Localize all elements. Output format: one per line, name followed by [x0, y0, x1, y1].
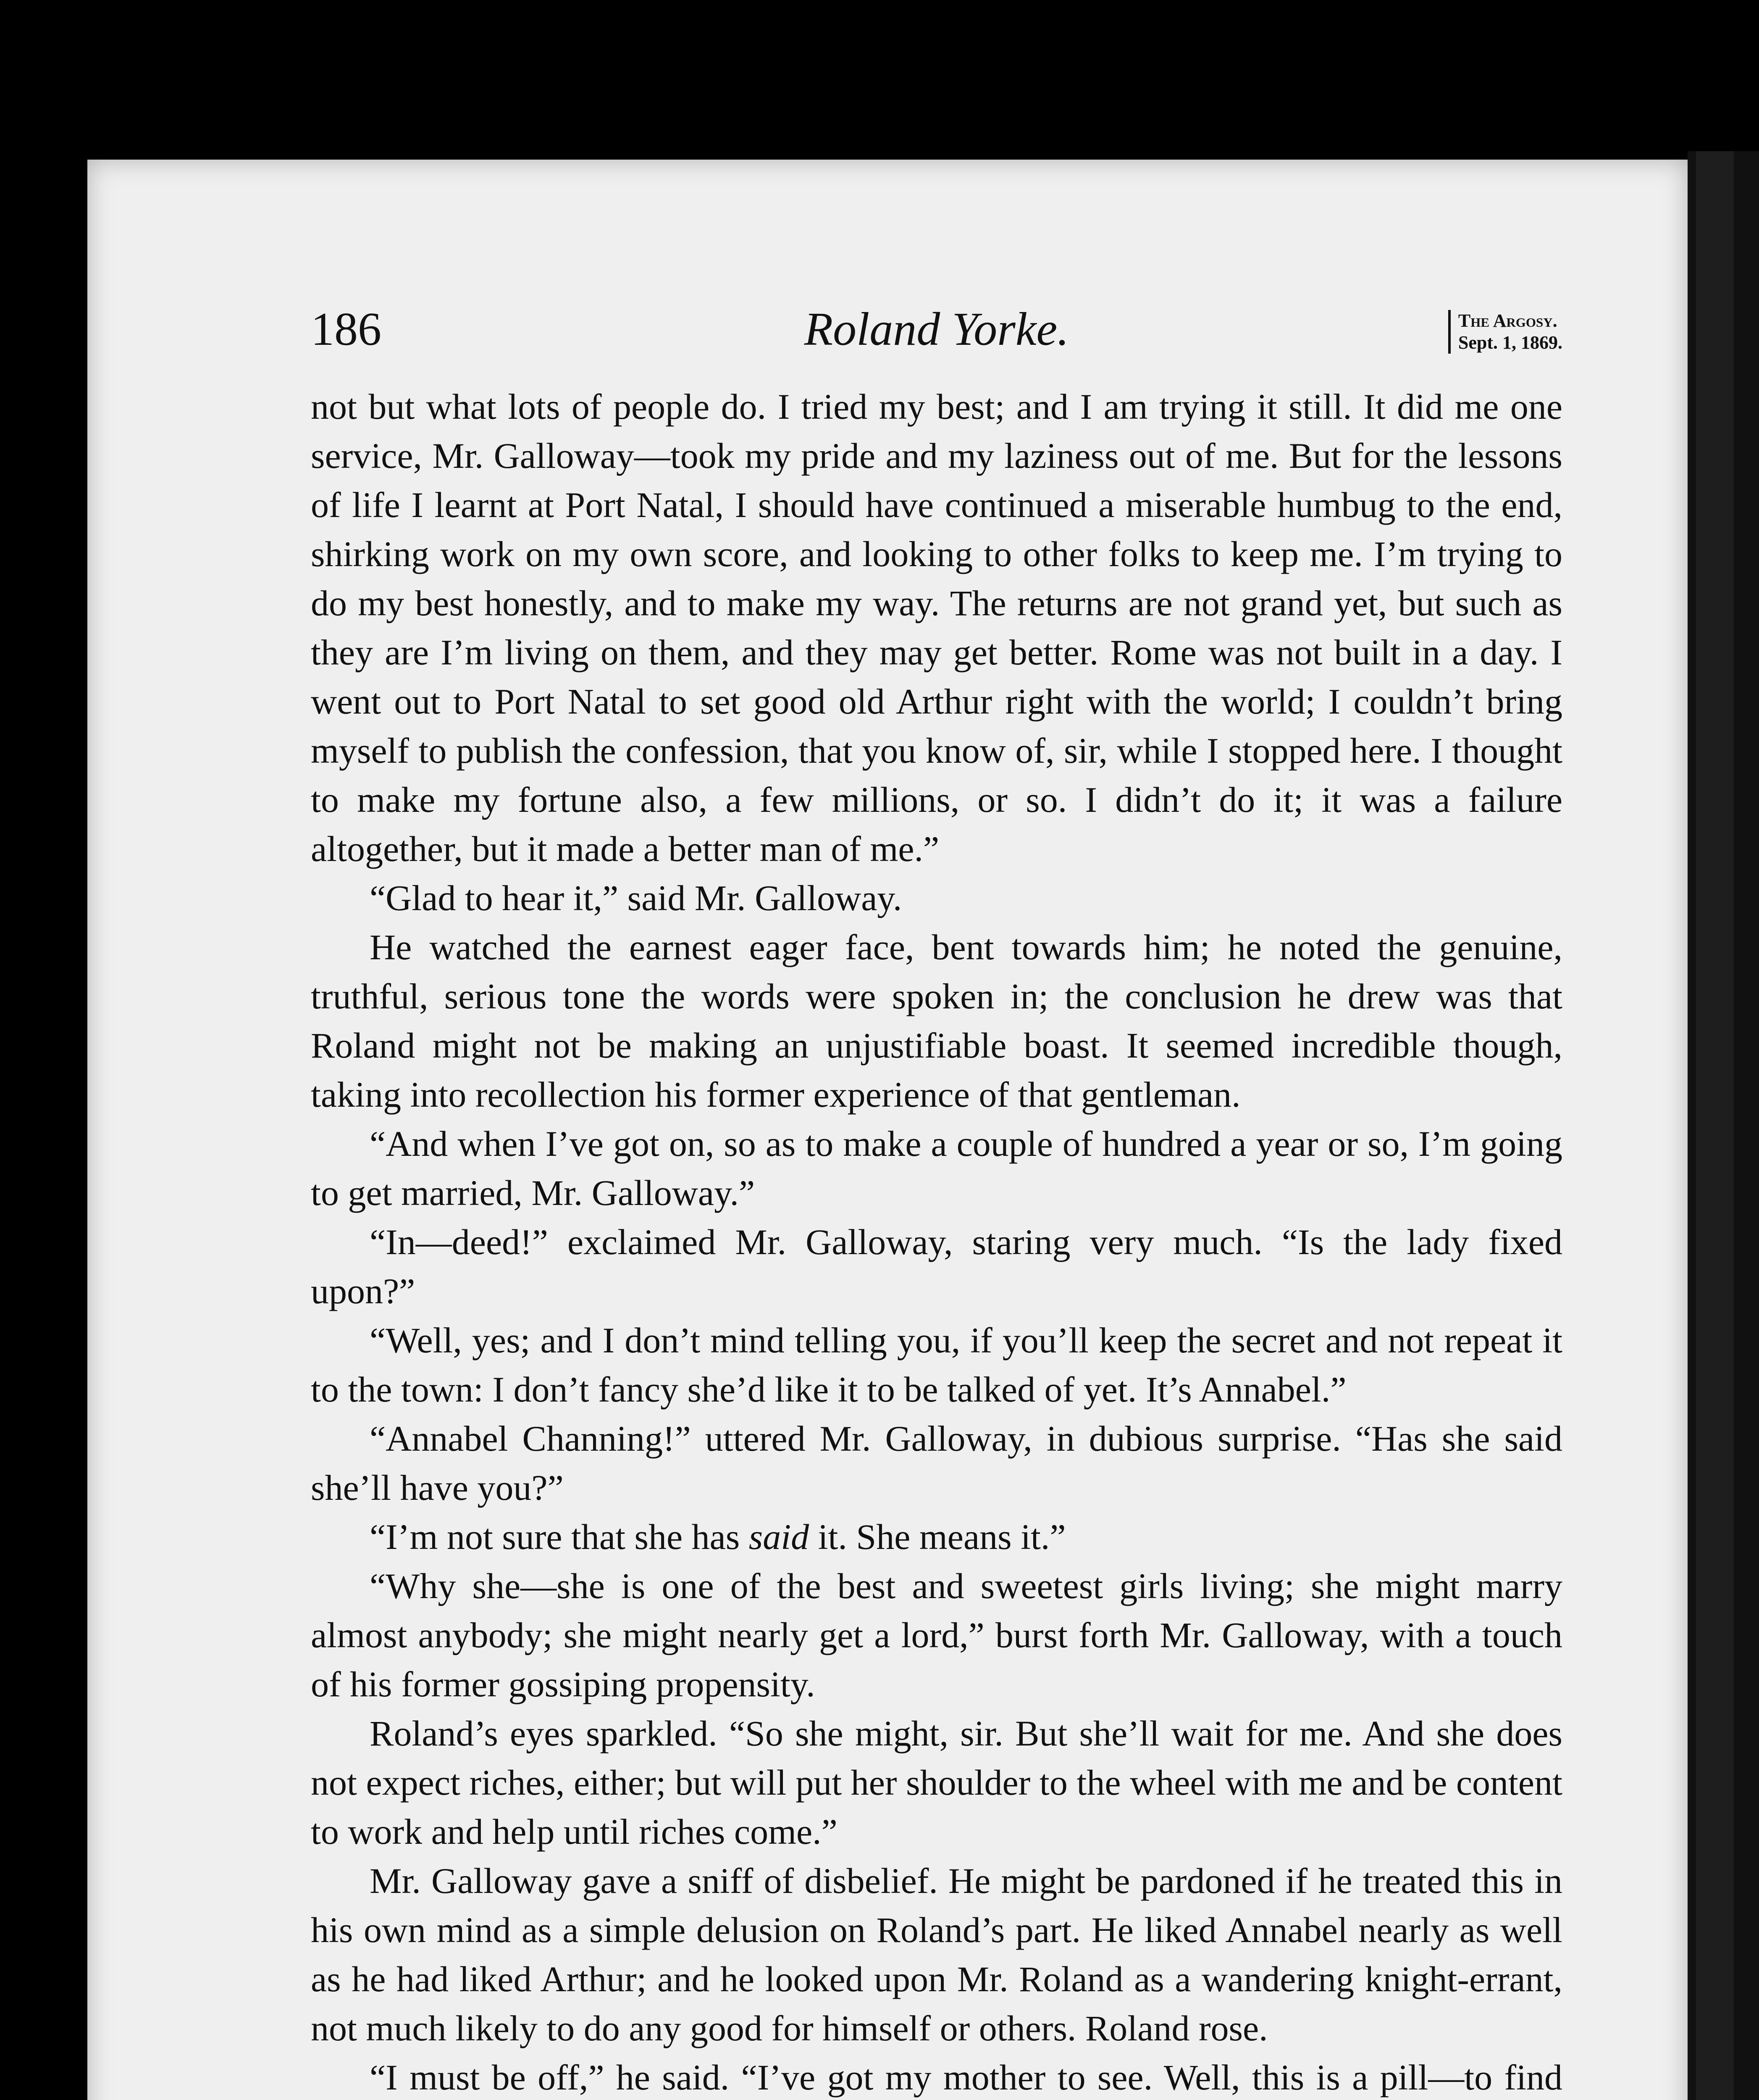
paragraph-text: “Annabel Channing!” uttered Mr. Galloway, in dubious surprise. “Has she said she’ll have you?”: [311, 1418, 1562, 1508]
paragraph: [311, 1856, 1562, 2053]
adjacent-page-edge: [1688, 151, 1759, 2100]
paragraph: [311, 1512, 1562, 1562]
paragraph-text: “And when I’ve got on, so as to make a couple of hundred a year or so, I’m going to get married, Mr. Galloway.”: [311, 1124, 1562, 1213]
paragraph: [311, 1709, 1562, 1856]
paragraph-text: Mr. Galloway gave a sniff of disbelief. He might be pardoned if he treated this in his own mind as a simple delusion on Roland’s part. He liked Annabel nearly as well as he had liked Arthur; and he looked upon Mr. Roland as a wandering knight-errant, not much likely to do any good for himself or others. Roland rose.: [311, 1861, 1562, 2048]
paragraph-text: “In—deed!” exclaimed Mr. Galloway, staring very much. “Is the lady fixed upon?”: [311, 1222, 1562, 1311]
paragraph-text: it. She means it.”: [809, 1517, 1066, 1557]
paragraph-text: Roland’s eyes sparkled. “So she might, sir. But she’ll wait for me. And she does not expect riches, either; but will put her shoulder to the wheel with me and be content to work and help until riches come.”: [311, 1713, 1562, 1852]
paragraph-text: “I must be off,” he said. “I’ve got my mother to see. Well, this is a pill—to find: [370, 2057, 1562, 2097]
paragraph: [311, 923, 1562, 1119]
paragraph: [311, 1414, 1562, 1512]
paragraph-text: He watched the earnest eager face, bent towards him; he noted the genuine, truthful, serious tone the words were spoken in; the conclusion he drew was that Roland might not be making an unjustifiable boast. It seemed incredible though, taking into recollection his former experience of that gentleman.: [311, 927, 1562, 1115]
paragraph: [311, 2053, 1562, 2100]
magazine-name: The Argosy.: [1458, 310, 1557, 331]
paragraph-text: not but what lots of people do. I tried my best; and I am trying it still. It did me one service, Mr. Galloway—took my pride and my laziness out of me. But for the lessons of life I learnt at Port Natal, I should have continued a miserable humbug to the end, shirking work on my own score, and looking to other folks to keep me. I’m trying to do my best honestly, and to make my way. The returns are not grand yet, but such as they are I’m living on them, and they may get better. Rome was not built in a day. I went out to Port Natal to set good old Arthur right with the world; I couldn’t bring myself to publish the confession, that you know of, sir, while I stopped here. I thought to make my fortune also, a few millions, or so. I didn’t do it; it was a failure altogether, but it made a better man of me.”: [311, 386, 1562, 869]
page-number: 186: [311, 303, 381, 355]
paragraph-text: “Well, yes; and I don’t mind telling you, if you’ll keep the secret and not repeat it to the town: I don’t fancy she’d like it to be talked of yet. It’s Annabel.”: [311, 1320, 1562, 1410]
paragraph-text: “Why she—she is one of the best and sweetest girls living; she might marry almost anybody; she might nearly get a lord,” burst forth Mr. Galloway, with a touch of his former gossiping propensity.: [311, 1566, 1562, 1704]
emphasis-text: said: [748, 1517, 809, 1557]
paragraph: [311, 382, 1562, 874]
paragraph: [311, 1562, 1562, 1709]
paragraph: [311, 1119, 1562, 1218]
body-text: [311, 382, 1562, 2100]
page-edge-sliver: [1696, 151, 1734, 2100]
page-header: [311, 302, 1562, 365]
paragraph: [311, 1316, 1562, 1414]
running-title: Roland Yorke.: [804, 303, 1069, 355]
paragraph-text: “Glad to hear it,” said Mr. Galloway.: [370, 878, 902, 918]
paragraph: [311, 1218, 1562, 1316]
paragraph: [311, 874, 1562, 923]
issue-date: Sept. 1, 1869.: [1458, 332, 1562, 353]
issue-note: [1448, 310, 1562, 354]
paragraph-text: “I’m not sure that she has: [370, 1517, 749, 1557]
